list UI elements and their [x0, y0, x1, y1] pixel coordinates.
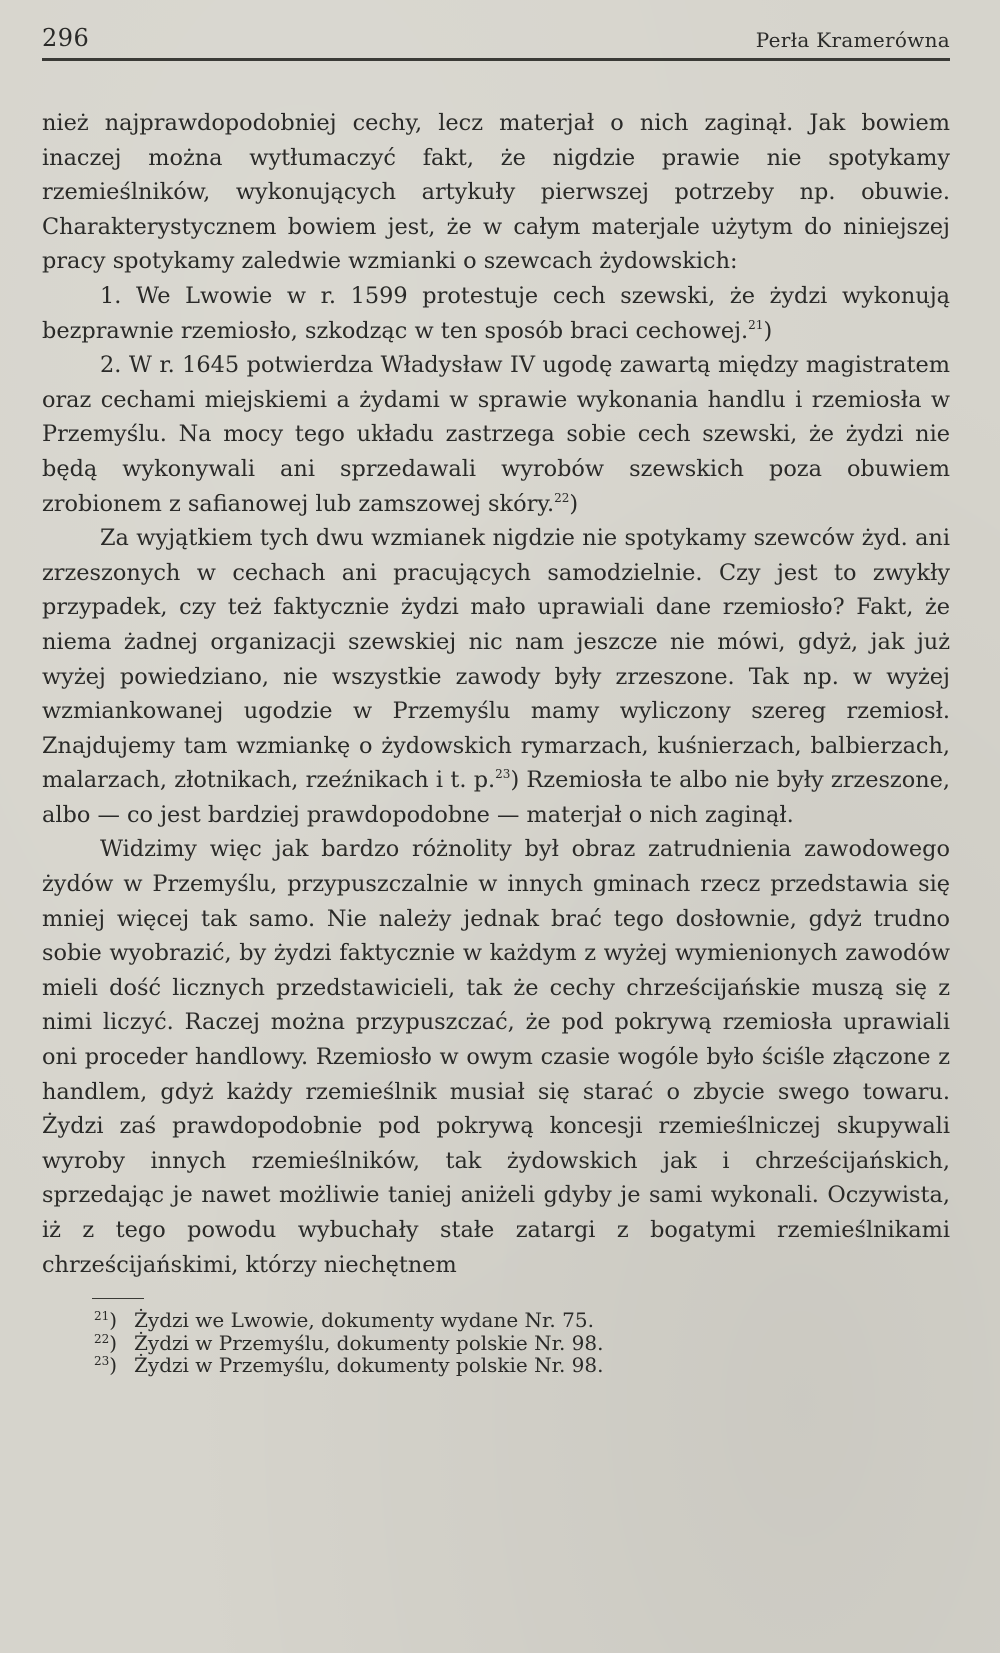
paragraph-item-2: 2. W r. 1645 potwierdza Władysław IV ugodę zawartą między magistratem oraz cechami miejskiemi a żydami w sprawie wykonania handlu i rzemiosła w Przemyślu. Na mocy tego układu zastrzega sobie cech szewski, że żydzi nie będą wykonywali ani sprzedawali wyrobów szewskich poza obuwiem zrobionem z safianowej lub zamszowej skóry.$^{22}$) — [42, 352, 950, 517]
page-header — [42, 18, 950, 58]
running-head: Perła Kramerówna — [755, 28, 950, 52]
footnote-ref-22: 22 — [554, 490, 570, 505]
paragraph-continued: nież najprawdopodobniej cechy, lecz materjał o nich zaginął. Jak bowiem inaczej można wytłumaczyć fakt, że nigdzie prawie nie spotykamy rzemieślników, wykonujących artykuły pierwszej potrzeby np. obuwie. Charakterystycznem bowiem jest, że w całym materjale użytym do niniejszej pracy spotykamy zaledwie wzmianki o szewcach żydowskich: — [42, 110, 950, 275]
footnote-rule — [92, 1298, 144, 1299]
page-number: 296 — [42, 24, 90, 52]
footnotes — [94, 1309, 950, 1377]
main-text — [42, 106, 950, 1282]
paragraph-item-1: 1. We Lwowie w r. 1599 protestuje cech szewski, że żydzi wykonują bezprawnie rzemiosło, szkodząc w ten sposób braci cechowej.$^{21}$) — [42, 282, 950, 344]
paragraph: Za wyjątkiem tych dwu wzmianek nigdzie nie spotykamy szewców żyd. ani zrzeszonych w cechach ani pracujących samodzielnie. Czy jest to zwykły przypadek, czy też faktycznie żydzi mało uprawiali dane rzemiosło? Fakt, że niema żadnej organizacji szewskiej nic nam jeszcze nie mówi, gdyż, jak już wyżej powiedziano, nie wszystkie zawody były zrzeszone. Tak np. w wyżej wzmiankowanej ugodzie w Przemyślu mamy wyliczony szereg rzemiosł. Znajdujemy tam wzmiankę o żydowskich rymarzach, kuśnierzach, balbierzach, malarzach, złotnikach, rzeźnikach i t. p.$^{23}$) Rzemiosła te albo nie były zrzeszone, albo — co jest bardziej prawdopodobne — materjał o nich zaginął. — [42, 525, 950, 828]
footnote-21: $^{21}$) Żydzi we Lwowie, dokumenty wydane Nr. 75. — [94, 1308, 594, 1333]
footnote-23: $^{23}$) Żydzi w Przemyślu, dokumenty polskie Nr. 98. — [94, 1353, 604, 1378]
footnote-ref-21: 21 — [748, 317, 764, 332]
header-rule — [42, 58, 950, 61]
footnote-22: $^{22}$) Żydzi w Przemyślu, dokumenty polskie Nr. 98. — [94, 1330, 604, 1355]
paragraph: Widzimy więc jak bardzo różnolity był obraz zatrudnienia zawodowego żydów w Przemyślu, przypuszczalnie w innych gminach rzecz przedstawia się mniej więcej tak samo. Nie należy jednak brać tego dosłownie, gdyż trudno sobie wyobrazić, by żydzi faktycznie w każdym z wyżej wymienionych zawodów mieli dość licznych przedstawicieli, tak że cechy chrześcijańskie muszą się z nimi liczyć. Raczej można przypuszczać, że pod pokrywą rzemiosła uprawiali oni proceder handlowy. Rzemiosło w owym czasie wogóle było ściśle złączone z handlem, gdyż każdy rzemieślnik musiał się starać o zbycie swego towaru. Żydzi zaś prawdopodobnie pod pokrywą koncesji rzemieślniczej skupywali wyroby innych rzemieślników, tak żydowskich jak i chrześcijańskich, sprzedając je nawet możliwie taniej aniżeli gdyby je sami wykonali. Oczywista, iż z tego powodu wybuchały stałe zatargi z bogatymi rzemieślnikami chrześcijańskimi, którzy niechętnem — [42, 836, 950, 1278]
footnote-ref-23: 23 — [495, 767, 511, 782]
